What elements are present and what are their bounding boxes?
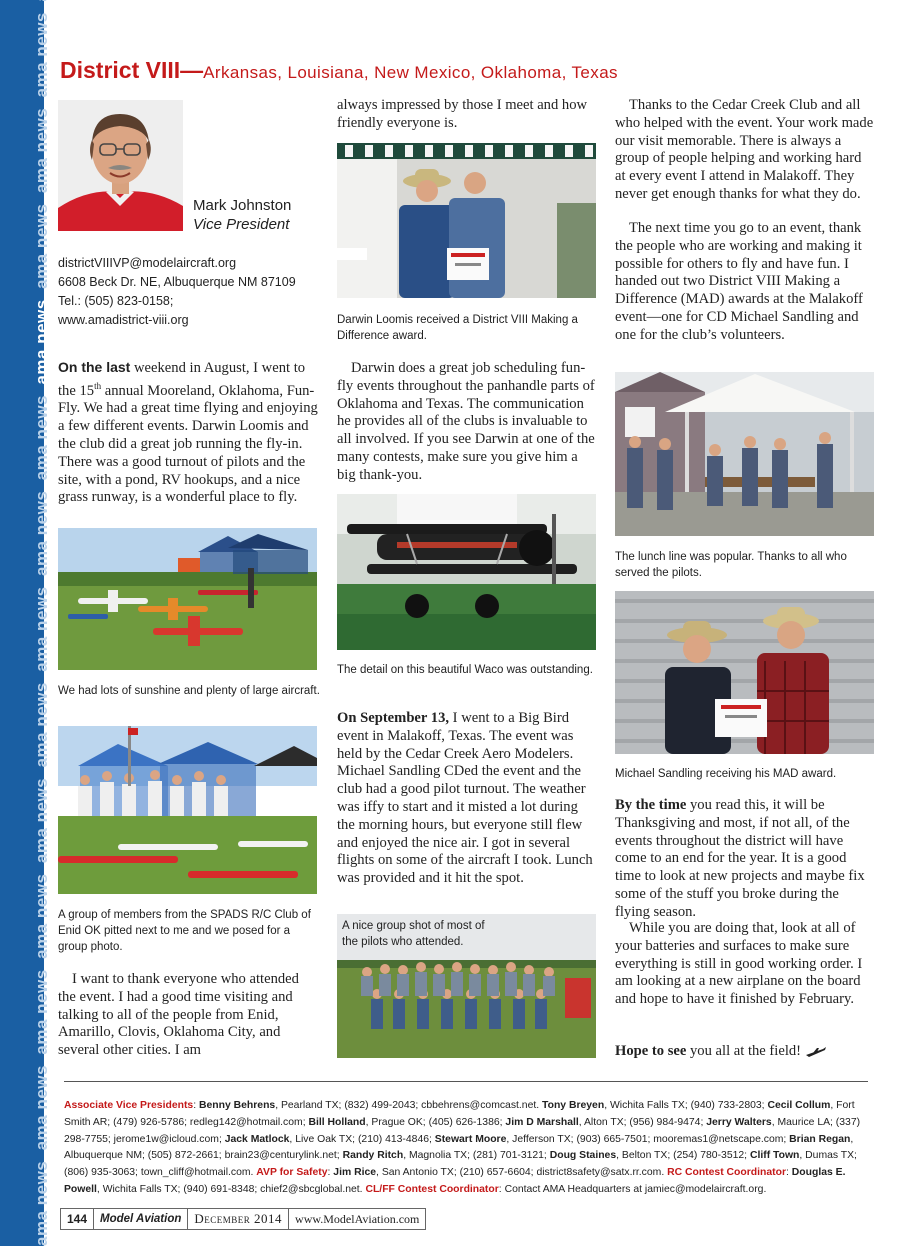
page-title — [60, 57, 618, 84]
page-folio — [60, 1208, 426, 1230]
sidebar-text — [30, 0, 54, 1246]
title-states: Arkansas, Louisiana, New Mexico, Oklahoma, Texas — [203, 63, 618, 82]
safety-info: , San Antonio TX; (210) 657-6604; district8safety@satx.rr.com. — [376, 1167, 668, 1179]
avp-info-6: , Live Oak TX; (210) 413-4846; — [289, 1133, 435, 1145]
avp-name-9: Randy Ritch — [342, 1150, 404, 1162]
col2-lead: On September 13, — [337, 710, 450, 726]
ama-news-sidebar — [0, 0, 51, 1246]
caption-pilots-group: A nice group shot of most of the pilots who attended. — [342, 920, 485, 948]
sidebar-text-12: ama news — [32, 12, 51, 98]
avp-info-8: , Albuquerque NM; (505) 872-2661; brain23@centurylink.net; — [64, 1133, 854, 1162]
sidebar-text-13 — [32, 0, 51, 2]
magazine-name: Model Aviation — [94, 1209, 188, 1229]
caption-waco: The detail on this beautiful Waco was outstanding. — [337, 664, 593, 676]
footer-safety-label: AVP for Safety — [256, 1167, 328, 1179]
sidebar-text-7: ama news — [32, 586, 51, 672]
vp-phone: Tel.: (505) 823-0158; — [58, 294, 174, 308]
col3-paragraph-1: Thanks to the Cedar Creek Club and all who helped with the event. Your work made our visit memorable. There is always a group of people helping and working hard at every event I attend in Malakoff. They never get enough thanks for what they do. — [615, 97, 874, 202]
photo-darwin-award — [337, 143, 596, 298]
issue-date: December 2014 — [188, 1209, 289, 1229]
avp-name-10: Doug Staines — [549, 1150, 617, 1162]
avp-info-7: , Jefferson TX; (903) 665-7501; mooremas1@netscape.com; — [506, 1133, 790, 1145]
col1-paragraph-2: I want to thank everyone who attended the event. I had a good time visiting and talking to all of the people from Enid, Amarillo, Clovis, Oklahoma City, and several other cities. I am — [58, 971, 299, 1059]
airplane-end-icon — [805, 1046, 827, 1058]
caption-darwin-award: Darwin Loomis received a District VIII Making a Difference award. — [337, 314, 578, 342]
vp-email-link[interactable]: districtVIIIVP@modelaircraft.org — [58, 256, 237, 270]
footer-avp-label: Associate Vice Presidents — [64, 1100, 194, 1111]
col3-lead: By the time — [615, 797, 687, 813]
sidebar-text-highlight: ama news — [32, 299, 51, 385]
vp-portrait-photo — [58, 100, 183, 231]
rc-info: , Wichita Falls TX; (940) 691-8348; chief2@sbcglobal.net. — [96, 1183, 366, 1195]
col2-paragraph-2: Darwin does a great job scheduling fun-fly events throughout the panhandle parts of Oklahoma and Texas. The communication he provides all of the clubs is invaluable to all involved. If you see Darwin at one of the many contests, make sure you give him a big thank-you. — [337, 360, 595, 483]
vp-contact — [58, 254, 328, 330]
vp-name: Mark Johnston — [193, 197, 292, 214]
col2-paragraph-1: always impressed by those I meet and how friendly everyone is. — [337, 97, 588, 131]
sidebar-text-6: ama news — [32, 682, 51, 768]
sidebar-text-10: ama news — [32, 203, 51, 289]
footer-rc-label: RC Contest Coordinator — [667, 1167, 787, 1179]
magazine-url-link[interactable]: www.ModelAviation.com — [295, 1211, 420, 1226]
photo-waco-biplane — [337, 494, 596, 650]
avp-name-7: Stewart Moore — [434, 1133, 507, 1145]
vp-name-block — [193, 196, 291, 234]
safety-name: Jim Rice — [333, 1167, 377, 1179]
avp-info-3: , Prague OK; (405) 626-1386; — [365, 1116, 506, 1128]
avp-name-5: Jerry Walters — [706, 1116, 772, 1128]
caption-sandling-award: Michael Sandling receiving his MAD award. — [615, 768, 837, 780]
photo-aircraft-field — [58, 528, 317, 670]
col3-paragraph-2: The next time you go to an event, thank the people who are working and making it possible for others to fly and have fun. I handed out two District VIII Making a Difference (MAD) awards at the Malakoff event—one for CD Michael Sandling and one for the club’s volunteers. — [615, 220, 863, 343]
avp-info-0: , Pearland TX; (832) 499-2043; cbbehrens@comcast.net. — [275, 1100, 543, 1111]
sidebar-text-3: ama news — [32, 969, 51, 1055]
vp-website-link[interactable]: www.amadistrict-viii.org — [58, 313, 189, 327]
sidebar-text-11: ama news — [32, 107, 51, 194]
col1-lead: On the last — [58, 359, 131, 375]
caption-aircraft-field: We had lots of sunshine and plenty of large aircraft. — [58, 685, 320, 697]
col1-p1-sup: th — [94, 380, 102, 391]
avp-name-2: Cecil Collum — [767, 1100, 831, 1111]
title-district: District VIII — [60, 57, 181, 83]
col2-p3-text: I went to a Big Bird event in Malakoff, Texas. The event was held by the Cedar Creek Aero Modelers. Michael Sandling CDed the event and the club had a good pilot turnout. The weather was iffy to start and it misted a lot during the morning hours, but everyone still flew and enjoyed the nice air. I got in several flights on some of the aircraft I took. Lunch was provided and it hit the spot. — [337, 710, 593, 887]
avp-name-4: Jim D Marshall — [505, 1116, 579, 1128]
avp-info-4: , Alton TX; (956) 984-9474; — [578, 1116, 707, 1128]
sidebar-text-9: ama news — [32, 394, 51, 481]
avp-name-8: Brian Regan — [789, 1133, 851, 1145]
col2-paragraph-3 — [337, 710, 599, 888]
col3-closing-text: you all at the field! — [686, 1043, 802, 1059]
vp-address: 6608 Beck Dr. NE, Albuquerque NM 87109 — [58, 275, 296, 289]
avp-name-1: Tony Breyen — [542, 1100, 605, 1111]
avp-info-5: , Maurice LA; (337) 298-7755; jerome1w@icloud.com; — [64, 1116, 861, 1145]
avp-info-2: , Fort Smith AR; (479) 926-5786; redleg142@hotmail.com; — [64, 1100, 855, 1128]
col3-paragraph-3 — [615, 797, 875, 922]
footer-contacts: Associate Vice Presidents: Benny Behrens, Pearland TX; (832) 499-2043; cbbehrens@comcast.net. Tony Breyen, Wichita Falls TX; (940) 733-2803; Cecil Collum, Fort Smith AR; (479) 926-5786; redleg142@hotmail.com; Bill Holland, Prague OK; (405) 626-1386; Jim D Marshall, Alton TX; (956) 984-9474; Jerry Walters, Maurice LA; (337) 298-7755; jerome1w@icloud.com; Jack Matlock, Live Oak TX; (210) 413-4846; Stewart Moore, Jefferson TX; (903) 665-7501; mooremas1@netscape.com; Brian Regan, Albuquerque NM; (505) 872-2661; brain23@centurylink.net; Randy Ritch, Magnolia TX; (281) 701-3121; Doug Staines, Belton TX; (254) 780-3512; Cliff Town, Dumas TX; (806) 935-3063; town_cliff@hotmail.com. AVP for Safety: Jim Rice, San Antonio TX; (210) 657-6604; district8safety@satx.rr.com. RC Contest Coordinator: Douglas E. Powell, Wichita Falls TX; (940) 691-8348; chief2@sbcglobal.net. CL/FF Contest Coordinator: Contact AMA Headquarters at jamiec@modelaircraft.org. — [64, 1100, 861, 1195]
col3-closing-lead: Hope to see — [615, 1043, 687, 1059]
avp-name-11: Cliff Town — [749, 1150, 800, 1162]
avp-name-3: Bill Holland — [308, 1116, 366, 1128]
avp-info-1: , Wichita Falls TX; (940) 733-2803; — [604, 1100, 768, 1111]
avp-info-11: , Dumas TX; (806) 935-3063; town_cliff@hotmail.com. — [64, 1150, 857, 1179]
col1-p1-a: weekend in August, I went to the 15 — [58, 360, 306, 399]
vp-title: Vice President — [193, 216, 290, 233]
caption-lunch-line: The lunch line was popular. Thanks to all who served the pilots. — [615, 551, 847, 579]
footer-divider — [64, 1081, 868, 1082]
col1-paragraph-1 — [58, 359, 320, 507]
col3-p3-text: you read this, it will be Thanksgiving and most, if not all, of the events throughout the district will have come to an end for the year. It is a good time to look at new projects and maybe fix some of the stuff you broke during the flying season. — [615, 797, 865, 920]
page-number: 144 — [61, 1209, 94, 1229]
photo-sandling-award — [615, 591, 874, 754]
avp-info-9: , Magnolia TX; (281) 701-3121; — [403, 1150, 550, 1162]
footer-clff-label: CL/FF Contest Coordinator — [365, 1183, 499, 1195]
col1-p1-b: annual Mooreland, Oklahoma, Fun-Fly. We had a great time flying and enjoying a few different events. Darwin Loomis and the club did a great job running the fly-in. There was a good turnout of pilots and the site, with a pond, RV hookups, and a nice grass runway, is a wonderful place to fly. — [58, 382, 318, 506]
avp-name-6: Jack Matlock — [224, 1133, 290, 1145]
sidebar-text-5: ama news — [32, 777, 51, 864]
avp-name-0: Benny Behrens — [198, 1100, 276, 1111]
rc-name: Douglas E. Powell — [64, 1167, 846, 1195]
sidebar-text-8: ama news — [32, 490, 51, 576]
sidebar-text-1: ama news — [32, 1160, 51, 1246]
caption-spads-group: A group of members from the SPADS R/C Club of Enid OK pitted next to me and we posed for a group photo. — [58, 909, 311, 953]
photo-spads-group — [58, 726, 317, 894]
sidebar-text-4: ama news — [32, 873, 51, 959]
photo-lunch-line — [615, 372, 874, 536]
sidebar-text-2: ama news — [32, 1065, 51, 1151]
col3-paragraph-5 — [615, 1043, 875, 1061]
avp-info-10: , Belton TX; (254) 780-3512; — [616, 1150, 750, 1162]
clff-info: : Contact AMA Headquarters at jamiec@modelaircraft.org. — [498, 1183, 767, 1195]
col3-paragraph-4: While you are doing that, look at all of your batteries and surfaces to make sure everything is still in good working order. I am looking at a new airplane on the board and hope to have it finished by February. — [615, 920, 863, 1008]
title-dash: — — [180, 57, 204, 83]
